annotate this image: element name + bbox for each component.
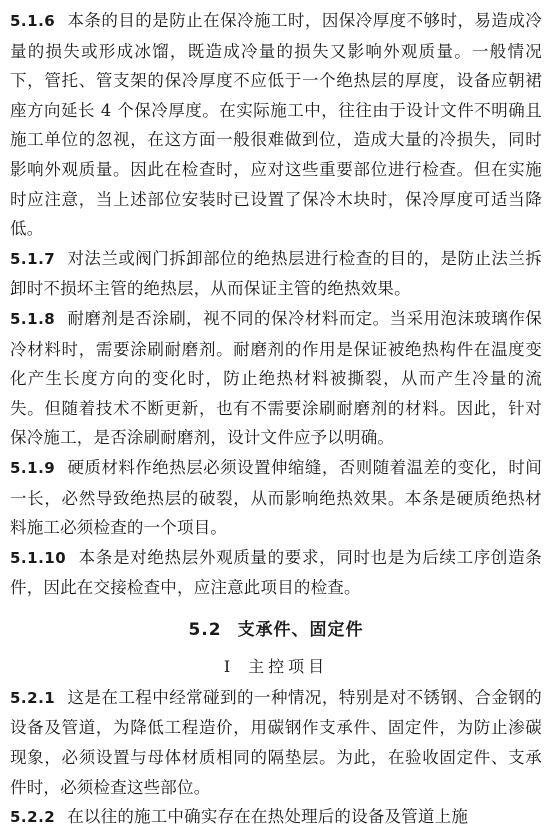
paragraph-list [10,683,542,833]
paragraph-list [10,6,542,603]
section-title: 支承件、固定件 [237,619,364,640]
clause-number: 5.1.9 [10,458,56,477]
clause-number: 5.1.10 [10,548,67,567]
clause-paragraph [10,543,542,603]
clause-text: 耐磨剂是否涂刷，视不同的保冷材料而定。当采用泡沫玻璃作保冷材料时，需要涂刷耐磨剂。耐磨剂的作用是保证被绝热构件在温度变化产生长度方向的变化时，防止绝热材料被撕裂，从而产生冷量的流失。但随着技术不断更新，也有不需要涂刷耐磨剂的材料。因此，针对保冷施工，是否涂刷耐磨剂，设计文件应予以明确。 [10,308,542,448]
clause-text: 本条是对绝热层外观质量的要求，同时也是为后续工序创造条件，因此在交接检查中，应注意此项目的检查。 [10,547,542,598]
clause-number: 5.1.7 [10,249,56,268]
document-page [10,6,542,833]
subsection-numeral: Ⅰ [223,656,235,676]
clause-text: 硬质材料作绝热层必须设置伸缩缝，否则随着温差的变化，时间一长，必然导致绝热层的破裂，从而影响绝热效果。本条是硬质绝热材料施工必须检查的一个项目。 [10,457,542,538]
subsection-heading [10,653,542,681]
clause-paragraph [10,802,542,833]
clause-number: 5.2.2 [10,808,56,827]
clause-paragraph [10,304,542,453]
section-number: 5.2 [188,619,222,640]
clause-paragraph [10,683,542,802]
clause-text: 本条的目的是防止在保冷施工时，因保冷厚度不够时，易造成冷量的损失或形成冰馏，既造成冷量的损失又影响外观质量。一般情况下，管托、管支架的保冷厚度不应低于一个绝热层的厚度，设备应朝裙座方向延长 4 个保冷厚度。在实际施工中，往往由于设计文件不明确且施工单位的忽视，在这方面一般很难做到位，造成大量的冷损失，同时影响外观质量。因此在检查时，应对这些重要部位进行检查。但在实施时应注意，当上述部位安装时已设置了保冷木块时，保冷厚度可适当降低。 [10,11,542,239]
clause-paragraph [10,6,542,244]
section-heading [10,615,542,645]
clause-text: 在以往的施工中确实存在在热处理后的设备及管道上施 [67,807,469,827]
clause-paragraph [10,453,542,543]
clause-number: 5.2.1 [10,688,56,707]
clause-paragraph [10,244,542,304]
clause-number: 5.1.6 [10,12,56,30]
clause-text: 这是在工程中经常碰到的一种情况，特别是对不锈钢、合金钢的设备及管道，为降低工程造价，用碳钢作支承件、固定件，为防止渗碳现象，必须设置与母体材质相同的隔垫层。为此，在验收固定件、支承件时，必须检查这些部位。 [10,687,542,797]
clause-text: 对法兰或阀门拆卸部位的绝热层进行检查的目的，是防止法兰拆卸时不损坏主管的绝热层，从而保证主管的绝热效果。 [10,248,542,299]
clause-number: 5.1.8 [10,309,56,328]
subsection-title: 主控项目 [248,656,329,676]
